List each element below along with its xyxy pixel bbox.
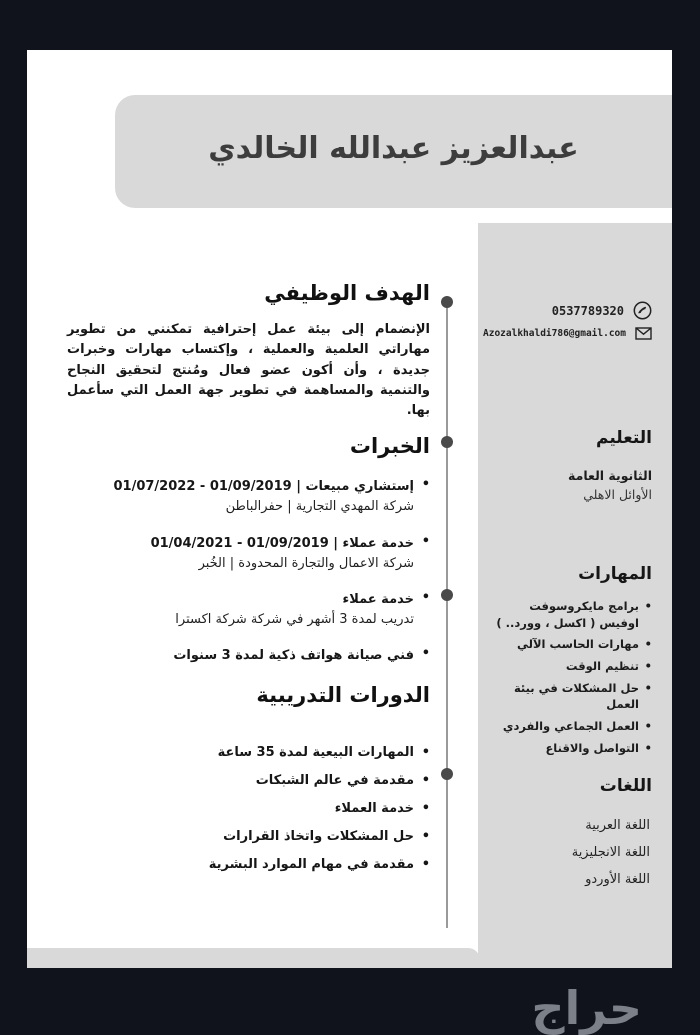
language-item: اللغة الانجليزية [571,845,650,861]
timeline-line [446,302,448,928]
training-item: • المهارات البيعية لمدة 35 ساعة [67,743,430,763]
haraj-watermark-logo: حراج [531,981,642,1035]
skill-item: • برامج مايكروسوفت اوفيس ( اكسل ، وورد.. ) [494,598,652,631]
contact-block [483,223,652,340]
language-item: اللغة الأوردو [585,872,650,888]
experience-item [67,477,430,517]
languages-title: اللغات [599,776,652,797]
training-item: • خدمة العملاء [67,799,430,819]
experience-title: الخبرات [349,434,430,458]
phone-row [494,301,652,320]
phone-icon [633,301,652,320]
experience-role: • خدمة عملاء | 01/09/2019 - 01/04/2021 [150,535,414,551]
timeline-dot-experience [441,436,453,448]
skill-item: • تنظيم الوقت [494,658,652,675]
timeline-dot-experience-2 [441,589,453,601]
skill-item: • حل المشكلات في بيئة العمل [494,680,652,713]
envelope-icon [635,327,652,340]
skills-title: المهارات [578,564,652,584]
skill-item: • التواصل والاقناع [494,740,652,757]
experience-list [67,477,430,666]
experience-organization: شركة المهدي التجارية | حفرالباطن [225,499,414,515]
email-row [483,327,652,340]
training-item: • مقدمة في مهام الموارد البشرية [67,855,430,875]
education-title: التعليم [596,428,652,448]
training-list [67,743,430,876]
email-address: Azozalkhaldi786@gmail.com [483,328,626,339]
resume-page [27,50,672,968]
experience-organization: تدريب لمدة 3 أشهر في شركة شركة اكسترا [175,612,414,627]
training-title: الدورات التدريبية [256,683,430,708]
experience-role: • خدمة عملاء [342,591,414,607]
candidate-name: عبدالعزيز عبدالله الخالدي [208,131,579,166]
phone-number: 0537789320 [551,303,624,318]
experience-organization: شركة الاعمال والتجارة المحدودة | الخُبر [198,555,414,571]
experience-item [67,590,430,630]
education-school: الثانوية العامة [568,468,652,483]
skill-item: • العمل الجماعي والفردي [494,718,652,735]
experience-item [67,534,430,574]
timeline-dot-training [441,768,453,780]
header-box [115,95,672,208]
experience-role: • فني صيانة هواتف ذكية لمدة 3 سنوات [173,648,414,664]
skill-item: • مهارات الحاسب الآلي [494,636,652,653]
experience-item [67,646,430,666]
footer-bar [27,948,480,968]
language-item: اللغة العربية [585,818,650,834]
objective-title: الهدف الوظيفي [264,281,430,305]
training-item: • حل المشكلات واتخاذ القرارات [67,827,430,847]
training-item: • مقدمة في عالم الشبكات [67,771,430,791]
experience-role: • إستشاري مبيعات | 01/09/2019 - 01/07/2022 [113,479,414,495]
main-content [67,280,430,883]
objective-text: الإنضمام إلى بيئة عمل إحترافية تمكنني من تطوير مهاراتي العلمية والعملية ، وإكتساب مهارات وخبرات جديدة ، وأن أكون عضو فعال ومُنتج لتحقيق النجاح والتنمية والمساهمة في تطوير جهة العمل التي سأعمل بها. [67,322,430,418]
sidebar [478,223,672,968]
languages-list [494,818,652,887]
education-detail: الأوائل الاهلي [583,487,652,502]
skills-list [494,598,652,756]
timeline-dot-objective [441,296,453,308]
